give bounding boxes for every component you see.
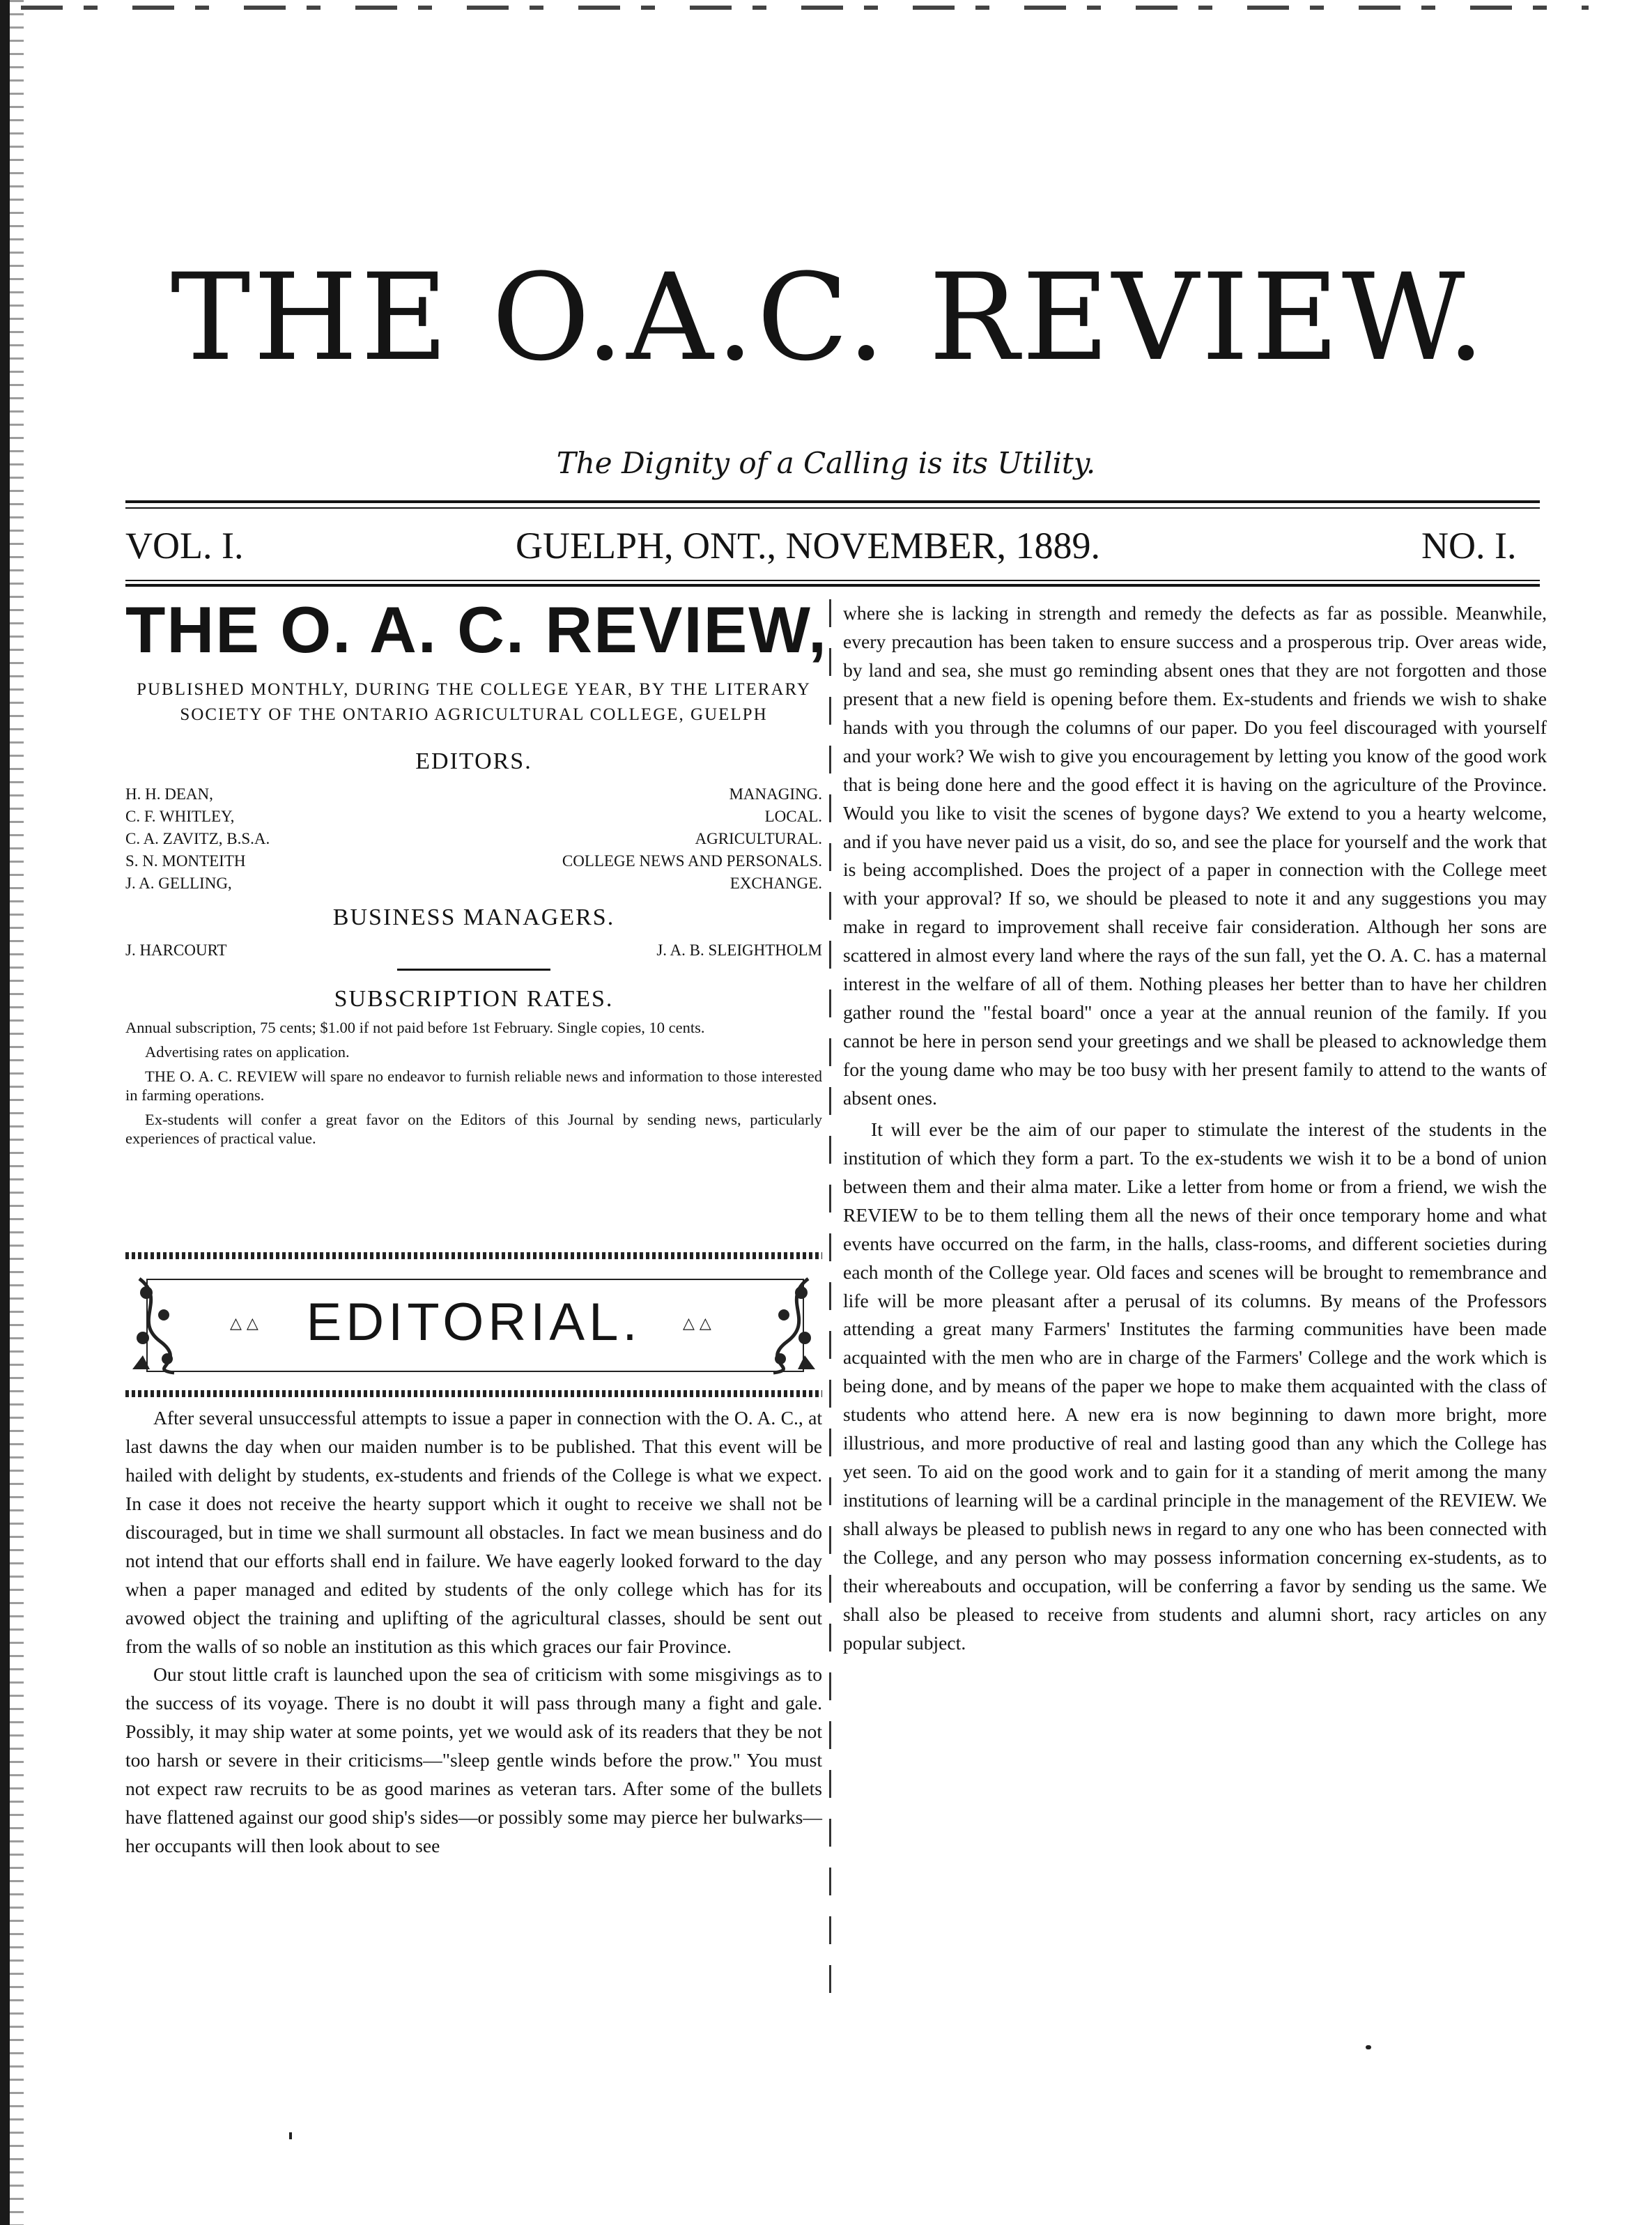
masthead-rule-top-thin bbox=[125, 507, 1540, 509]
mission-text: THE O. A. C. REVIEW will spare no endeavor to furnish reliable news and information to those interested in farming operations. bbox=[125, 1068, 822, 1104]
editorial-paragraph: Our stout little craft is launched upon the sea of criticism with some misgivings as to the success of its voyage. There is no doubt it will pass through many a fight and gale. Possibly, it may ship water at some points, yet we would ask of its readers that they be not too harsh or severe in their criticisms—"sleep gentle winds before the prow." You must not expect raw recruits to be as good marines as veteran tars. After some of the bullets have flattened against our good ship's sides—or possibly some may pierce her bulwarks—her occupants will then look about to see bbox=[125, 1663, 822, 1857]
editor-role: MANAGING. bbox=[729, 785, 822, 803]
section-divider bbox=[397, 969, 550, 971]
subscription-rates-text: Annual subscription, 75 cents; $1.00 if not paid before 1st February. Single copies, 10 cents. bbox=[125, 1019, 705, 1037]
editor-name: C. A. ZAVITZ, B.S.A. bbox=[125, 830, 270, 848]
ornament-rule-top bbox=[125, 1252, 822, 1259]
issue-place-date: GUELPH, ONT., NOVEMBER, 1889. bbox=[516, 525, 1100, 567]
right-column bbox=[843, 599, 1547, 1658]
masthead-title: THE O.A.C. REVIEW. bbox=[170, 247, 1488, 387]
ornament-rule-bottom bbox=[125, 1390, 822, 1397]
editor-role: COLLEGE NEWS AND PERSONALS. bbox=[562, 852, 822, 870]
masthead-motto: The Dignity of a Calling is its Utility. bbox=[556, 446, 1096, 480]
editors-heading: EDITORS. bbox=[415, 748, 532, 775]
advertising-text: Advertising rates on application. bbox=[145, 1043, 350, 1061]
issue-volume: VOL. I. bbox=[125, 525, 244, 567]
subscription-heading: SUBSCRIPTION RATES. bbox=[334, 986, 614, 1013]
scan-speck bbox=[289, 2132, 292, 2139]
business-managers-heading: BUSINESS MANAGERS. bbox=[332, 904, 615, 931]
editor-role: AGRICULTURAL. bbox=[695, 830, 822, 848]
manager-name-2: J. A. B. SLEIGHTHOLM bbox=[656, 941, 822, 960]
editor-role: LOCAL. bbox=[764, 808, 822, 826]
editor-row bbox=[125, 872, 822, 895]
editor-name: C. F. WHITLEY, bbox=[125, 808, 235, 826]
ex-students-request-text: Ex-students will confer a great favor on the Editors of this Journal by sending news, particularly experiences of practical value. bbox=[125, 1111, 822, 1148]
editorial-paragraph: After several unsuccessful attempts to issue a paper in connection with the O. A. C., at last dawns the day when our maiden number is to be published. That this event will be hailed with delight by students, ex-students and friends of the College is what we expect. In case it does not receive the hearty support which it ought to receive we shall not be discouraged, but in time we shall surmount all obstacles. In fact we mean business and do not intend that our efforts shall end in failure. We have eagerly looked forward to the day when a paper managed and edited by students of the only college which has for its avowed object the training and uplifting of the agricultural classes, should be sent out from the walls of so noble an institution as this which graces our fair Province. bbox=[125, 1407, 822, 1657]
editorial-paragraph: where she is lacking in strength and remedy the defects as far as possible. Meanwhile, every precaution has been taken to ensure success and a prosperous trip. Over areas wide, by land and sea, she must go reminding absent ones that they are not forgotten and those present that a new field is opening before them. Ex-students and friends we wish to shake hands with you through the columns of our paper. Do you feel discouraged with yourself and your work? We wish to give you encouragement by letting you know of the good work that is being done here and the good effect it is having on the agriculture of the Province. Would you like to visit the scenes of bygone days? We extend to you a hearty welcome, and if you have never paid us a visit, do so, and see the place for yourself and the work that is being accomplished. Does the project of a paper in connection with the College meet with your approval? If so, we should be pleased to note it and any suggestions you may make in regard to improvement shall receive fair consideration. Although her sons are scattered in almost every land where the rays of the sun fall, yet the O. A. C. has a maternal interest in the welfare of all of them. Nothing pleases her better than to have her children gather round the "festal board" once a year at the annual reunion of the family. If you cannot be here in person send your greetings and we shall be pleased to acknowledge them for the young dame who may be too busy with her present family to attend to the wants of absent ones. bbox=[843, 602, 1547, 1109]
editor-name: H. H. DEAN, bbox=[125, 785, 213, 803]
editor-row bbox=[125, 850, 822, 872]
editor-name: J. A. GELLING, bbox=[125, 875, 232, 893]
editor-row bbox=[125, 828, 822, 850]
editor-row bbox=[125, 783, 822, 806]
triangle-ornament-right: △ △ bbox=[683, 1315, 711, 1332]
scan-top-artifact bbox=[21, 6, 1589, 10]
editorial-heading: EDITORIAL. bbox=[306, 1293, 642, 1352]
editorial-paragraph: It will ever be the aim of our paper to stimulate the interest of the students in the institution of which they form a part. To the ex-students we wish it to be a bond of union between them and their alma mater. Like a letter from home or from a friend, we wish the REVIEW to be to them telling them all the news of their once temporary home and what events have occurred on the farm, in the halls, class-rooms, and different societies during each month of the College year. Old faces and scenes will be brought to remembrance and life will be more pleasant after a perusal of its columns. By means of the Professors attending a great many Farmers' Institutes the farming communities have been made acquainted with the men who are in charge of the Farmers' College and the work which is being done, and by means of the paper we hope to make them acquainted with the class of students who attend here. A new era is now beginning to dawn more bright, more illustrious, and more productive of real and lasting good than any which the College has yet seen. To aid on the good work and to gain for it a standing of merit among the many institutions of learning will be a cardinal principle in the management of the REVIEW. We shall always be pleased to publish news in regard to any one who has been connected with the College, and any person who may possess information concerning ex-students, as to their whereabouts and occupation, will be conferring a favor by sending us the same. We shall also be pleased to receive from students and alumni short, racy articles on any popular subject. bbox=[843, 1118, 1547, 1654]
triangle-ornament-left: △ △ bbox=[230, 1315, 258, 1332]
manager-row bbox=[125, 939, 822, 962]
editorial-banner bbox=[125, 1265, 822, 1383]
manager-name: J. HARCOURT bbox=[125, 941, 227, 960]
vine-ornament-left bbox=[125, 1272, 188, 1376]
editor-name: S. N. MONTEITH bbox=[125, 852, 246, 870]
left-column bbox=[125, 593, 828, 1148]
issue-number: NO. I. bbox=[1421, 525, 1517, 567]
publisher-line: PUBLISHED MONTHLY, DURING THE COLLEGE YEAR, BY THE LITERARY SOCIETY OF THE ONTARIO AGRICULTURAL COLLEGE, GUELPH bbox=[137, 679, 811, 724]
editors-table bbox=[125, 783, 822, 895]
scan-speck bbox=[1366, 2045, 1371, 2049]
scan-edge bbox=[0, 0, 10, 2225]
editorial-body-left bbox=[125, 1404, 822, 1861]
masthead-rule-top bbox=[125, 500, 1540, 503]
vine-ornament-right bbox=[759, 1272, 822, 1376]
issue-rule-bottom-thin bbox=[125, 580, 1540, 581]
column-divider bbox=[829, 599, 831, 2007]
editor-role: EXCHANGE. bbox=[729, 875, 822, 893]
managers-table bbox=[125, 939, 822, 962]
issue-rule-bottom bbox=[125, 584, 1540, 587]
scan-edge-speckle bbox=[10, 0, 24, 2225]
editor-row bbox=[125, 806, 822, 828]
subscription-block bbox=[125, 1018, 822, 1148]
review-title: THE O. A. C. REVIEW, bbox=[125, 593, 828, 666]
